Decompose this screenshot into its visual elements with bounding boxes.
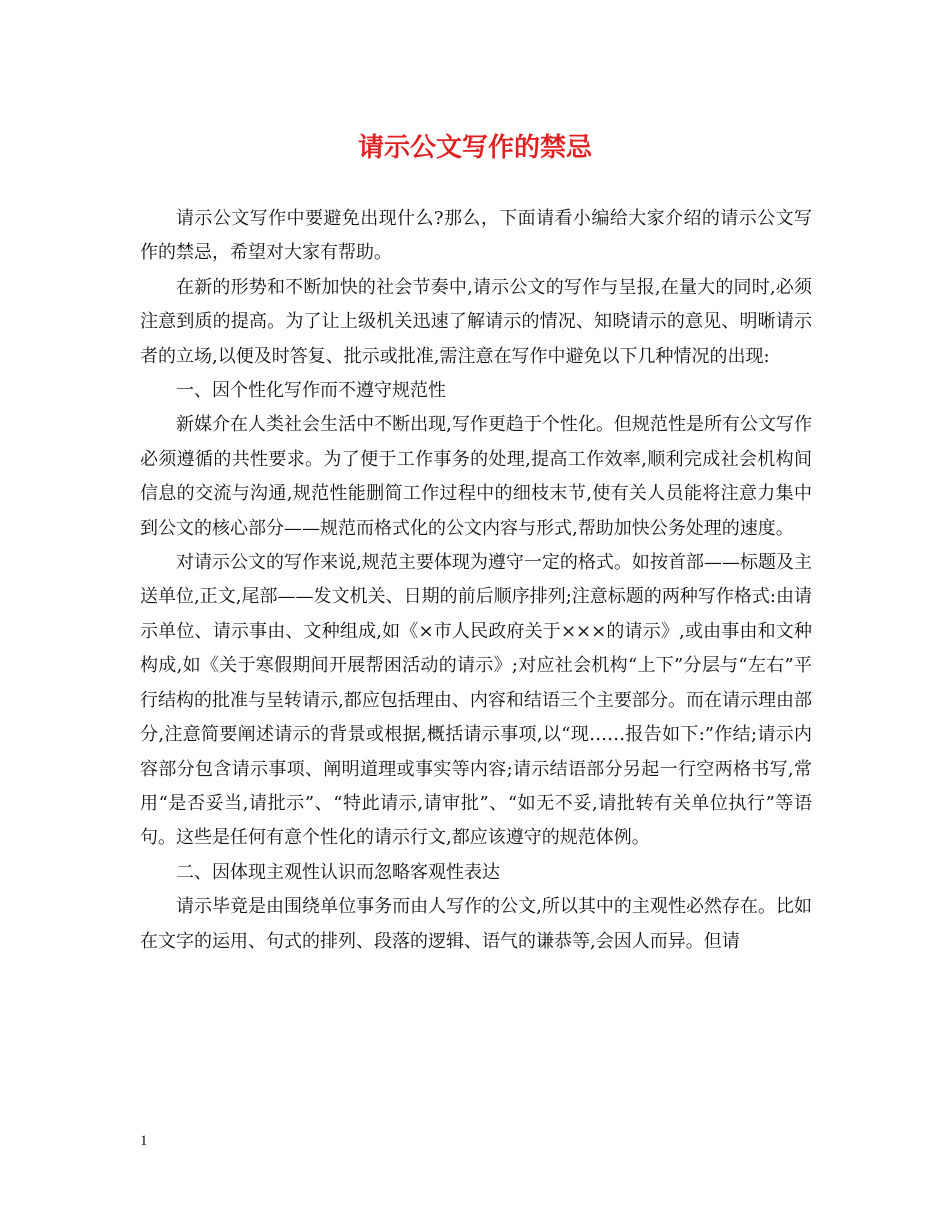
paragraph: 请示毕竟是由围绕单位事务而由人写作的公文,所以其中的主观性必然存在。比如在文字的运用、句式的排列、段落的逻辑、语气的谦恭等,会因人而异。但请	[140, 896, 812, 952]
section-heading: 一、因个性化写作而不遵守规范性	[176, 380, 446, 402]
document-body	[140, 202, 812, 959]
section-heading: 二、因体现主观性认识而忽略客观性表达	[176, 861, 500, 883]
paragraph: 新媒介在人类社会生活中不断出现,写作更趋于个性化。但规范性是所有公文写作必须遵循的共性要求。为了便于工作事务的处理,提高工作效率,顺利完成社会机构间信息的交流与沟通,规范性能删简工作过程中的细枝末节,使有关人员能将注意力集中到公文的核心部分——规范而格式化的公文内容与形式,帮助加快公务处理的速度。	[140, 414, 812, 539]
paragraph: 在新的形势和不断加快的社会节奏中,请示公文的写作与呈报,在量大的同时,必须注意到质的提高。为了让上级机关迅速了解请示的情况、知晓请示的意见、明晰请示者的立场,以便及时答复、批示或批准,需注意在写作中避免以下几种情况的出现:	[140, 276, 812, 367]
page-number: 1	[140, 1133, 148, 1149]
paragraph: 请示公文写作中要避免出现什么?那么，下面请看小编给大家介绍的请示公文写作的禁忌，希望对大家有帮助。	[140, 208, 812, 264]
paragraph: 对请示公文的写作来说,规范主要体现为遵守一定的格式。如按首部——标题及主送单位,正文,尾部——发文机关、日期的前后顺序排列;注意标题的两种写作格式:由请示单位、请示事由、文种组成,如《×市人民政府关于×××的请示》,或由事由和文种构成,如《关于寒假期间开展帮困活动的请示》;对应社会机构“上下”分层与“左右”平行结构的批准与呈转请示,都应包括理由、内容和结语三个主要部分。而在请示理由部分,注意简要阐述请示的背景或根据,概括请示事项,以“现……报告如下:”作结;请示内容部分包含请示事项、阐明道理或事实等内容;请示结语部分另起一行空两格书写,常用“是否妥当,请批示”、“特此请示,请审批”、“如无不妥,请批转有关单位执行”等语句。这些是任何有意个性化的请示行文,都应该遵守的规范体例。	[140, 552, 812, 849]
document-title: 请示公文写作的禁忌	[357, 133, 592, 163]
